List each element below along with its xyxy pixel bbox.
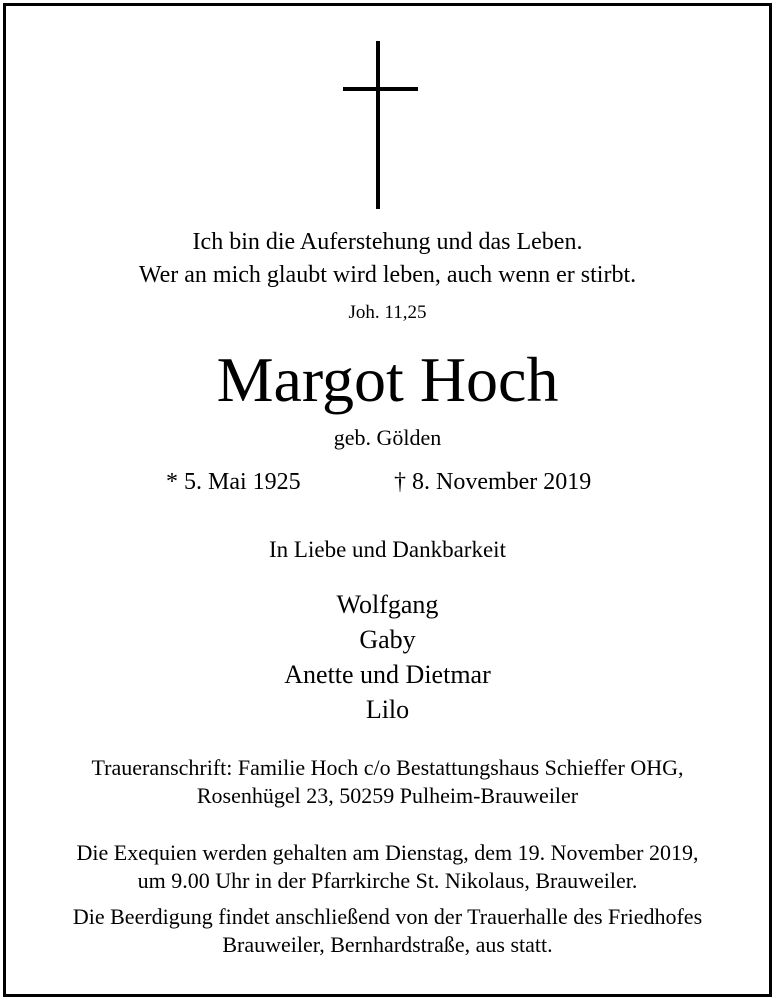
service-line-3: Die Beerdigung findet anschließend von der Trauerhalle des Friedhofes	[72, 904, 703, 929]
survivor-name: Gaby	[359, 625, 416, 654]
verse-line-1: Ich bin die Auferstehung und das Leben.	[192, 229, 583, 255]
service-line-1: Die Exequien werden gehalten am Dienstag, dem 19. November 2019,	[76, 840, 699, 865]
service-line-2: um 9.00 Uhr in der Pfarrkirche St. Nikolaus, Brauweiler.	[137, 868, 638, 893]
address-line-2: Rosenhügel 23, 50259 Pulheim-Brauweiler	[196, 783, 579, 808]
service-line-4: Brauweiler, Bernhardstraße, aus statt.	[222, 932, 553, 957]
survivor-name: Lilo	[365, 695, 410, 724]
deceased-name: Margot Hoch	[216, 344, 559, 415]
verse-line-2: Wer an mich glaubt wird leben, auch wenn er stirbt.	[138, 262, 637, 288]
maiden-name: geb. Gölden	[333, 425, 442, 450]
verse-reference: Joh. 11,25	[348, 302, 427, 323]
survivor-name: Wolfgang	[336, 590, 439, 619]
signature-intro: In Liebe und Dankbarkeit	[269, 537, 506, 562]
birth-date: * 5. Mai 1925	[166, 469, 301, 495]
address-line-1: Traueranschrift: Familie Hoch c/o Bestattungshaus Schieffer OHG,	[91, 755, 684, 780]
survivor-name: Anette und Dietmar	[284, 660, 491, 689]
death-date: † 8. November 2019	[394, 469, 592, 495]
